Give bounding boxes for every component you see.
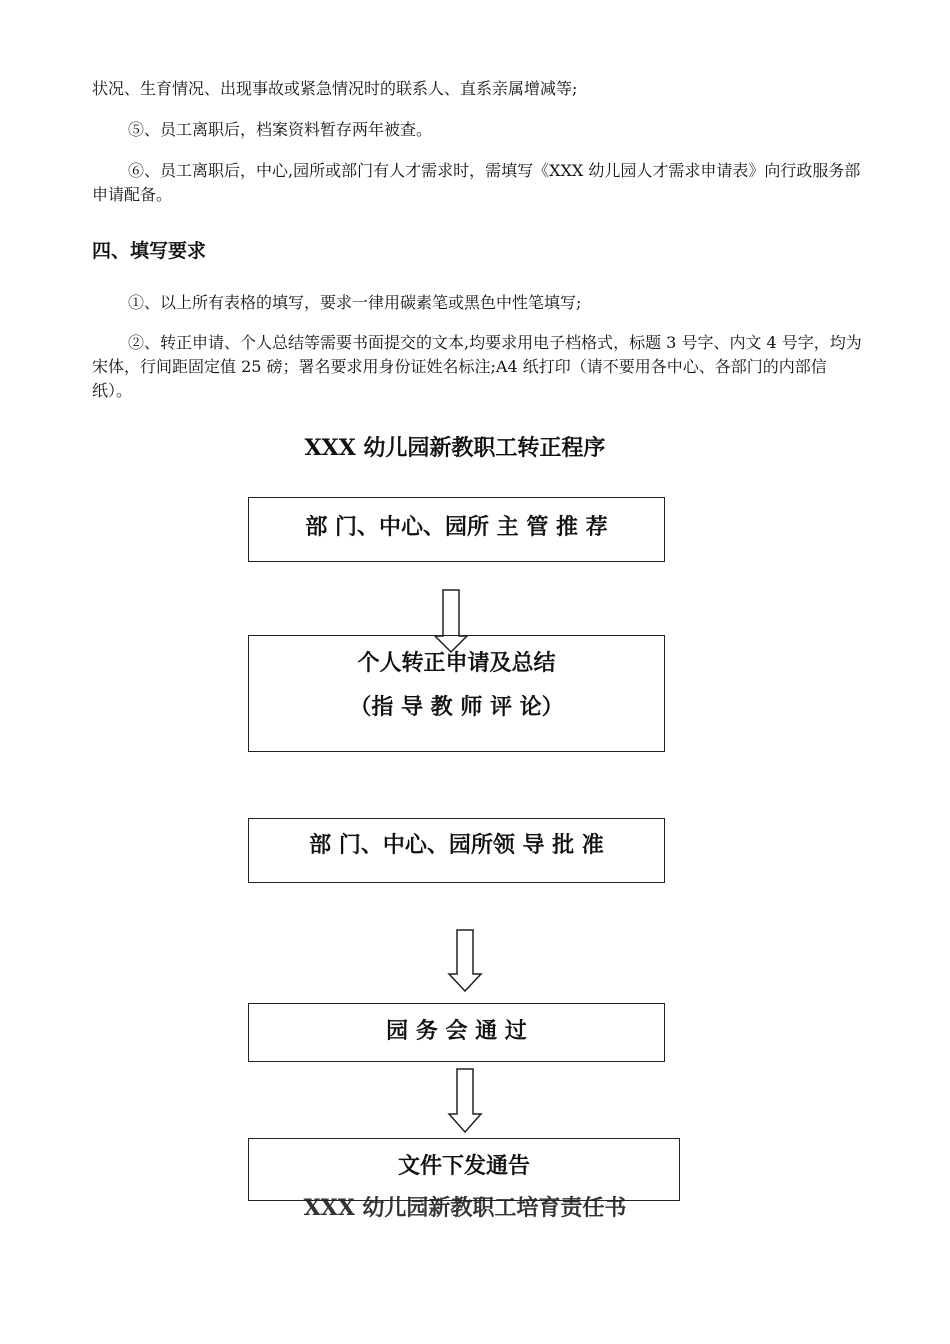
requirement-item-2: ②、转正申请、个人总结等需要书面提交的文本,均要求用电子档格式，标题 3 号字、内文 4 号字，均为宋体，行间距固定值 25 磅；署名要求用身份证姓名标注;A4 纸打印（请不要用各中心、各部门的内部信纸）。 (92, 333, 862, 400)
flow-step-notice (248, 1138, 680, 1201)
paragraph-continuation: 状况、生育情况、出现事故或紧急情况时的联系人、直系亲属增减等; (92, 79, 578, 98)
flow-step-recommend-label: 部 门、中心、园所 主 管 推 荐 (305, 514, 608, 540)
paragraph-item-6: ⑥、员工离职后，中心,园所或部门有人才需求时，需填写《XXX 幼儿园人才需求申请表》向行政服务部申请配备。 (92, 161, 861, 204)
flow-step-notice-label: 文件下发通告 (397, 1153, 530, 1179)
down-arrow-icon (447, 1067, 483, 1135)
flow-step-recommend (248, 497, 665, 562)
flow-step-council (248, 1003, 665, 1062)
section-heading-requirements: 四、填写要求 (92, 240, 207, 262)
paragraph-item-5: ⑤、员工离职后，档案资料暂存两年被查。 (128, 120, 433, 139)
next-section-title-text: XXX 幼儿园新教职工培育责任书 (303, 1195, 627, 1221)
requirement-item-1: ①、以上所有表格的填写，要求一律用碳素笔或黑色中性笔填写; (128, 293, 582, 312)
down-arrow-icon (447, 928, 483, 994)
flow-step-approval (248, 818, 665, 883)
flow-step-application-line1: 个人转正申请及总结 (357, 650, 556, 676)
flowchart-title: XXX 幼儿园新教职工转正程序 (304, 435, 606, 461)
flow-step-approval-label: 部 门、中心、园所领 导 批 准 (309, 832, 604, 858)
flow-step-council-label: 园 务 会 通 过 (386, 1018, 527, 1044)
flow-step-application-line2: （指 导 教 师 评 论） (349, 694, 564, 720)
flow-step-application (248, 635, 665, 752)
